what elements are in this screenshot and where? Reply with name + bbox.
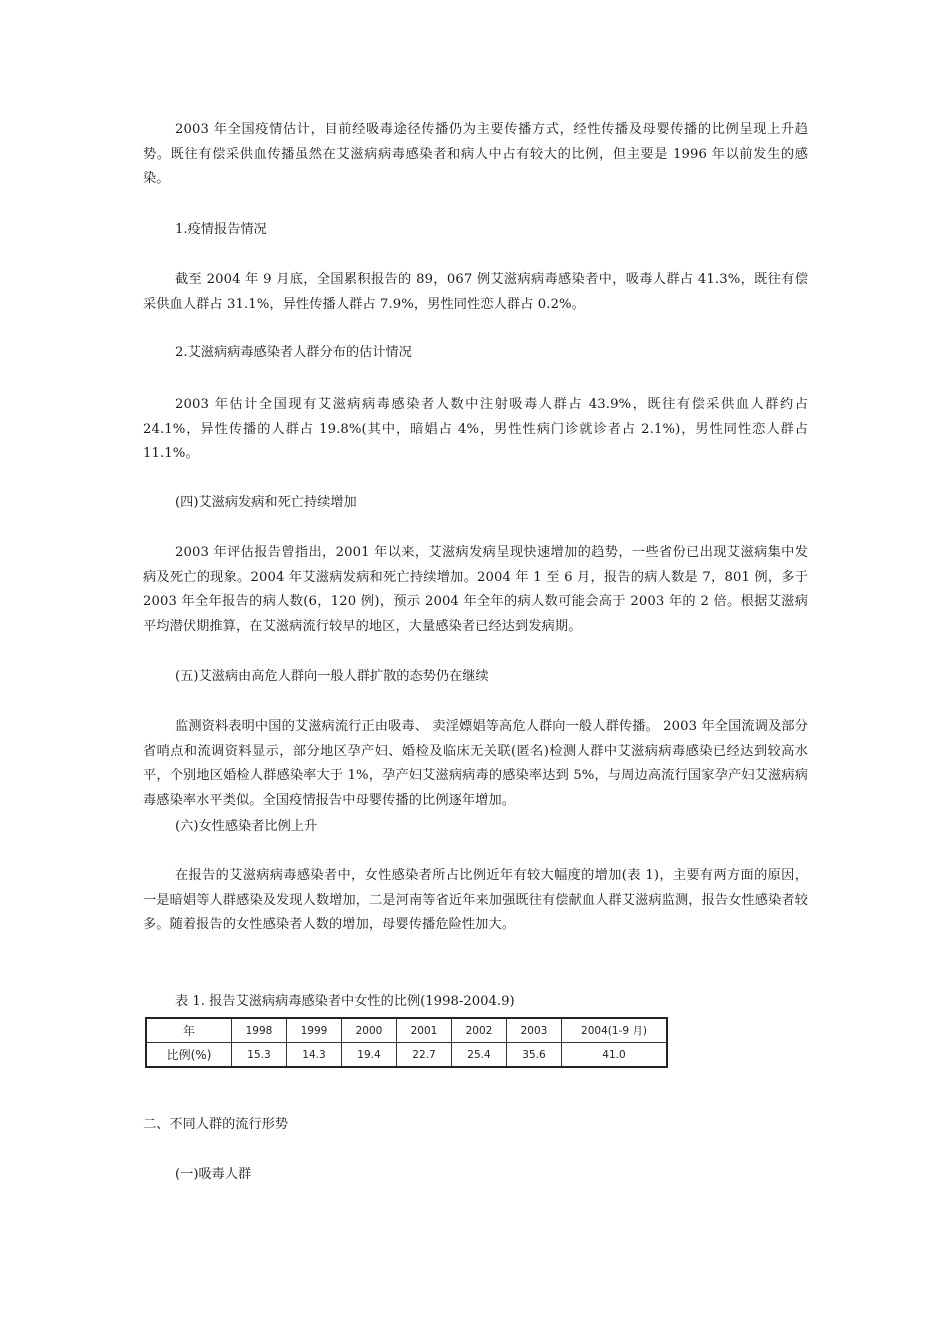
- table-row-years: [146, 1018, 667, 1043]
- year-cell: 2000: [342, 1018, 397, 1043]
- paragraph-report-status: 截至 2004 年 9 月底，全国累积报告的 89，067 例艾滋病病毒感染者中，吸毒人群占 41.3%，既往有偿采供血人群占 31.1%，异性传播人群占 7.9%，男性同性恋人群占 0.2%。: [143, 272, 808, 312]
- ratio-cell: 14.3: [287, 1043, 342, 1068]
- heading-distribution: 2.艾滋病病毒感染者人群分布的估计情况: [175, 345, 412, 360]
- female-ratio-table: [145, 1017, 668, 1068]
- ratio-cell: 35.6: [507, 1043, 562, 1068]
- ratio-cell: 19.4: [342, 1043, 397, 1068]
- table-row-ratios: [146, 1043, 667, 1068]
- paragraph-distribution: 2003 年估计全国现有艾滋病病毒感染者人数中注射吸毒人群占 43.9%，既往有偿采供血人群约占 24.1%，异性传播的人群占 19.8%(其中，暗娼占 4%，男性性病门诊就诊者占 2.1%)，男性同性恋人群占 11.1%。: [143, 397, 808, 461]
- row-header-ratio: 比例(%): [146, 1043, 232, 1068]
- heading-female-rise: (六)女性感染者比例上升: [175, 819, 318, 834]
- heading-report-status: 1.疫情报告情况: [175, 222, 267, 237]
- year-cell: 1999: [287, 1018, 342, 1043]
- paragraph-incidence-death: 2003 年评估报告曾指出，2001 年以来，艾滋病发病呈现快速增加的趋势，一些省份已出现艾滋病集中发病及死亡的现象。2004 年艾滋病发病和死亡持续增加。2004 年 1 至 6 月，报告的病人数是 7，801 例，多于 2003 年全年报告的病人数(6，120 例)，预示 2004 年全年的病人数可能会高于 2003 年的 2 倍。根据艾滋病平均潜伏期推算，在艾滋病流行较早的地区，大量感染者已经达到发病期。: [143, 545, 808, 634]
- ratio-cell: 41.0: [562, 1043, 668, 1068]
- paragraph-intro: 2003 年全国疫情估计，目前经吸毒途径传播仍为主要传播方式，经性传播及母婴传播的比例呈现上升趋势。既往有偿采供血传播虽然在艾滋病病毒感染者和病人中占有较大的比例，但主要是 1996 年以前发生的感染。: [143, 122, 808, 186]
- ratio-cell: 15.3: [232, 1043, 287, 1068]
- year-cell: 2001: [397, 1018, 452, 1043]
- year-cell: 2004(1-9 月): [562, 1018, 668, 1043]
- heading-spread: (五)艾滋病由高危人群向一般人群扩散的态势仍在继续: [175, 669, 489, 684]
- table-caption: 表 1. 报告艾滋病病毒感染者中女性的比例(1998-2004.9): [175, 994, 515, 1009]
- paragraph-spread: 监测资料表明中国的艾滋病流行正由吸毒、 卖淫嫖娼等高危人群向一般人群传播。 2003 年全国流调及部分省哨点和流调资料显示，部分地区孕产妇、婚检及临床无关联(匿名)检测人群中艾滋病病毒感染已经达到较高水平，个别地区婚检人群感染率大于 1%，孕产妇艾滋病病毒的感染率达到 5%，与周边高流行国家孕产妇艾滋病病毒感染率水平类似。全国疫情报告中母婴传播的比例逐年增加。: [143, 719, 808, 808]
- heading-incidence-death: (四)艾滋病发病和死亡持续增加: [175, 495, 357, 510]
- year-cell: 2002: [452, 1018, 507, 1043]
- year-cell: 1998: [232, 1018, 287, 1043]
- paragraph-female-rise: 在报告的艾滋病病毒感染者中，女性感染者所占比例近年有较大幅度的增加(表 1)，主要有两方面的原因，一是暗娼等人群感染及发现人数增加，二是河南等省近年来加强既往有偿献血人群艾滋病监测，报告女性感染者较多。随着报告的女性感染者人数的增加，母婴传播危险性加大。: [143, 868, 808, 932]
- row-header-year: 年: [146, 1018, 232, 1043]
- ratio-cell: 25.4: [452, 1043, 507, 1068]
- ratio-cell: 22.7: [397, 1043, 452, 1068]
- year-cell: 2003: [507, 1018, 562, 1043]
- heading-drug-users: (一)吸毒人群: [175, 1167, 252, 1182]
- heading-population-trends: 二、不同人群的流行形势: [143, 1117, 289, 1132]
